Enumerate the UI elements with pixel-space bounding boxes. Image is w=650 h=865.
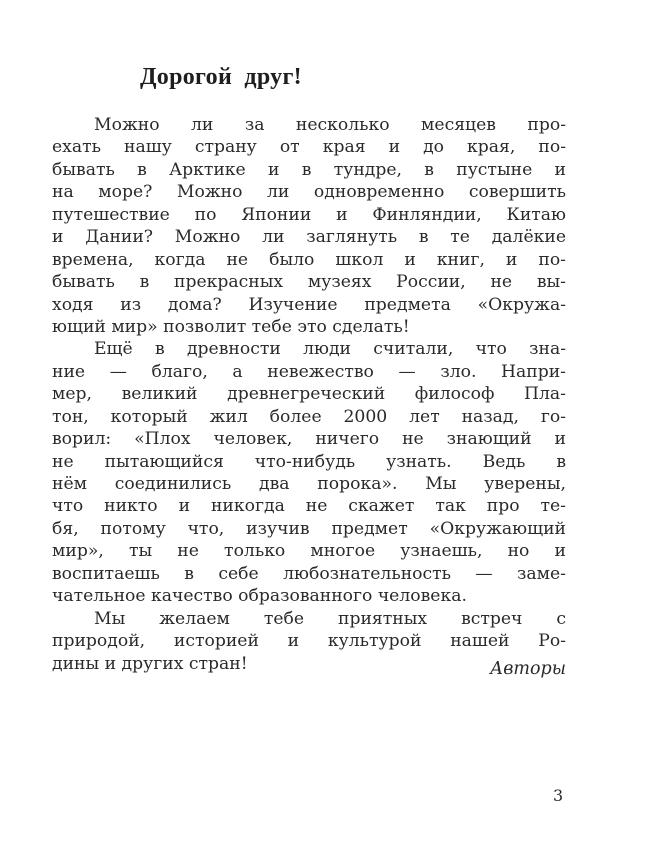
page-number: 3 [553,786,564,805]
text-line: бя, потому что, изучив предмет «Окружающий [52,518,566,539]
authors-signature: Авторы [489,659,566,679]
text-line: не пытающийся что-нибудь узнать. Ведь в [52,451,566,472]
text-line: и Дании? Можно ли заглянуть в те далёкие [52,227,566,248]
text-line: Ещё в древности люди считали, что зна- [94,339,566,360]
text-line: на море? Можно ли одновременно совершить [52,182,566,203]
text-line: дины и других стран! [52,653,248,674]
text-line: путешествие по Японии и Финляндии, Китаю [52,204,566,225]
text-line: природой, историей и культурой нашей Ро- [52,631,566,652]
text-line: тон, который жил более 2000 лет назад, го- [52,406,566,427]
text-line: ехать нашу страну от края и до края, по- [52,137,566,158]
page-title: Дорогой друг! [140,64,302,90]
text-line: ворил: «Плох человек, ничего не знающий и [52,429,566,450]
text-line: мер, великий древнегреческий философ Пла- [52,384,566,405]
text-line: ходя из дома? Изучение предмета «Окружа- [52,294,566,315]
text-line: воспитаешь в себе любознательность — заме- [52,563,566,584]
text-line: ние — благо, а невежество — зло. Напри- [52,361,566,382]
text-line: времена, когда не было школ и книг, и по- [52,249,566,270]
text-line: Можно ли за несколько месяцев про- [94,115,566,135]
text-line: ющий мир» позволит тебе это сделать! [52,316,410,337]
text-line: Мы желаем тебе приятных встреч с [94,608,566,629]
body-text [52,114,566,675]
text-line: чательное качество образованного человека. [52,586,467,607]
text-line: что никто и никогда не скажет так про те- [52,496,566,517]
text-line: нём соединились два порока». Мы уверены, [52,474,566,494]
text-line: бывать в прекрасных музеях России, не вы- [52,272,566,293]
text-line: мир», ты не только многое узнаешь, но и [52,541,566,562]
text-line: бывать в Арктике и в тундре, в пустыне и [52,159,566,180]
